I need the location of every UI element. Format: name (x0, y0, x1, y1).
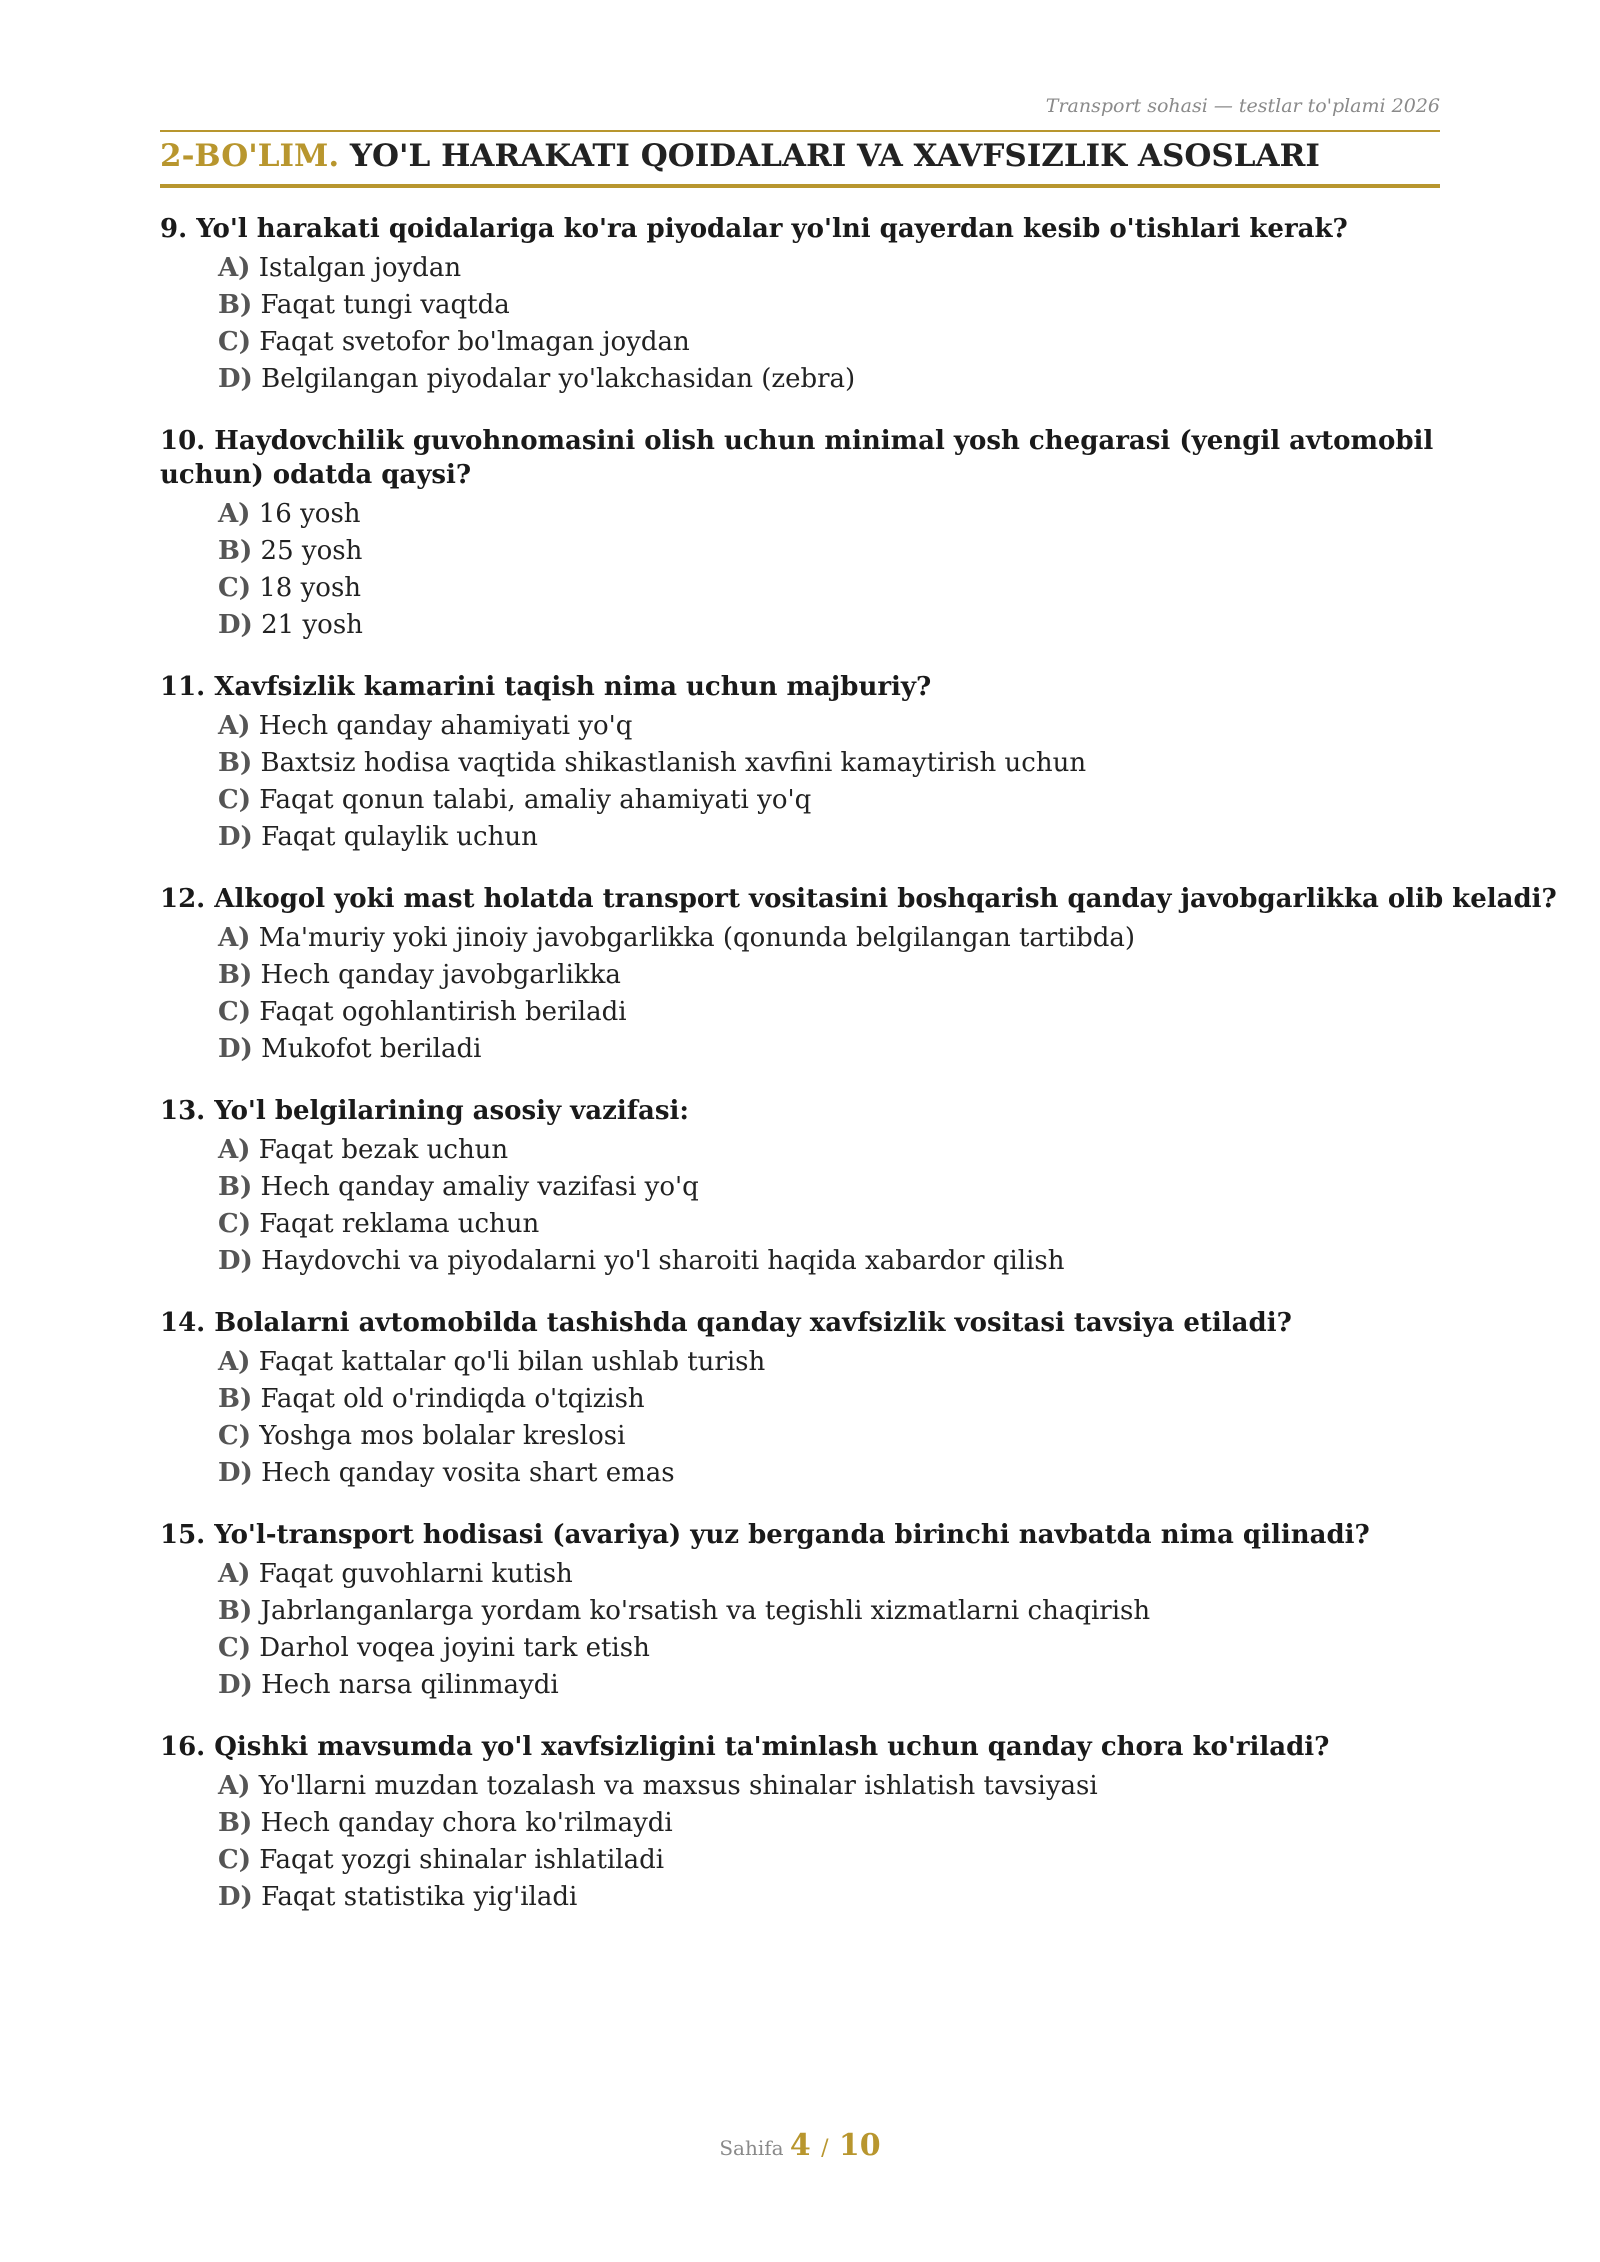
question-item (160, 882, 1557, 1068)
option-text: Faqat svetofor bo'lmagan joydan (259, 327, 690, 357)
answer-option (218, 607, 1440, 644)
option-letter: D) (218, 1246, 253, 1276)
option-letter: D) (218, 610, 253, 640)
option-letter: D) (218, 364, 253, 394)
question-item (160, 1306, 1440, 1492)
answer-option (218, 1031, 1440, 1068)
question-item (160, 1730, 1440, 1916)
answer-option (218, 1879, 1440, 1916)
option-text: Faqat yozgi shinalar ishlatiladi (259, 1845, 665, 1875)
option-text: Faqat guvohlarni kutish (258, 1559, 573, 1589)
answer-option (218, 920, 1440, 957)
answer-option (218, 1842, 1440, 1879)
answer-option (218, 1243, 1440, 1280)
option-letter: B) (218, 748, 253, 778)
header-rule (160, 130, 1440, 132)
question-text: 10. Haydovchilik guvohnomasini olish uchun minimal yosh chegarasi (yengil avtomobil uchun) odatda qaysi? (160, 426, 1434, 490)
option-text: Belgilangan piyodalar yo'lakchasidan (zebra) (261, 364, 856, 394)
option-letter: B) (218, 1596, 253, 1626)
question-list (160, 212, 1557, 1942)
total-page-number: 10 (838, 2128, 881, 2163)
option-text: 16 yosh (258, 499, 361, 529)
option-text: Hech qanday amaliy vazifasi yo'q (260, 1172, 699, 1202)
question-item (160, 212, 1440, 398)
running-header: Transport sohasi — testlar to'plami 2026 (1045, 95, 1440, 117)
question-text: 13. Yo'l belgilarining asosiy vazifasi: (160, 1096, 689, 1126)
answer-option (218, 1381, 1440, 1418)
option-letter: B) (218, 960, 253, 990)
answer-option (218, 1132, 1440, 1169)
section-number: 2-BO'LIM. (160, 138, 340, 174)
question-text: 16. Qishki mavsumda yo'l xavfsizligini ta'minlash uchun qanday chora ko'riladi? (160, 1732, 1330, 1762)
option-letter: A) (218, 1559, 251, 1589)
section-title (160, 138, 1320, 174)
question-item (160, 424, 1440, 644)
question-text: 9. Yo'l harakati qoidalariga ko'ra piyodalar yo'lni qayerdan kesib o'tishlari kerak? (160, 214, 1348, 244)
page-footer (0, 2128, 1600, 2163)
option-text: Mukofot beriladi (261, 1034, 482, 1064)
option-letter: B) (218, 1172, 253, 1202)
option-letter: B) (218, 1808, 253, 1838)
question-item (160, 1518, 1440, 1704)
page-label: Sahifa (719, 2136, 784, 2160)
answer-option (218, 1805, 1440, 1842)
answer-option (218, 708, 1440, 745)
option-text: Hech qanday vosita shart emas (261, 1458, 675, 1488)
option-text: Darhol voqea joyini tark etish (259, 1633, 650, 1663)
option-text: Hech qanday chora ko'rilmaydi (260, 1808, 673, 1838)
option-letter: C) (218, 1421, 251, 1451)
answer-option (218, 324, 1440, 361)
option-text: Faqat old o'rindiqda o'tqizish (260, 1384, 645, 1414)
option-text: Faqat tungi vaqtda (260, 290, 510, 320)
option-text: 21 yosh (261, 610, 363, 640)
option-letter: A) (218, 923, 251, 953)
option-letter: D) (218, 1458, 253, 1488)
answer-option (218, 1344, 1440, 1381)
option-text: 25 yosh (260, 536, 363, 566)
answer-option (218, 287, 1440, 324)
option-letter: A) (218, 1135, 251, 1165)
answer-option (218, 745, 1440, 782)
section-heading: YO'L HARAKATI QOIDALARI VA XAVFSIZLIK ASOSLARI (349, 138, 1320, 174)
answer-option (218, 533, 1440, 570)
option-text: Haydovchi va piyodalarni yo'l sharoiti haqida xabardor qilish (261, 1246, 1065, 1276)
answer-option (218, 1206, 1440, 1243)
question-text: 14. Bolalarni avtomobilda tashishda qanday xavfsizlik vositasi tavsiya etiladi? (160, 1308, 1292, 1338)
answer-option (218, 496, 1440, 533)
current-page-number: 4 (789, 2128, 811, 2163)
option-letter: C) (218, 785, 251, 815)
option-text: Faqat statistika yig'iladi (261, 1882, 578, 1912)
option-text: Yo'llarni muzdan tozalash va maxsus shinalar ishlatish tavsiyasi (258, 1771, 1098, 1801)
answer-option (218, 1667, 1440, 1704)
option-letter: A) (218, 253, 251, 283)
option-letter: A) (218, 1771, 251, 1801)
option-text: 18 yosh (259, 573, 362, 603)
question-item (160, 1094, 1440, 1280)
answer-option (218, 1169, 1440, 1206)
option-letter: D) (218, 1882, 253, 1912)
option-text: Faqat ogohlantirish beriladi (259, 997, 627, 1027)
option-text: Yoshga mos bolalar kreslosi (259, 1421, 626, 1451)
answer-option (218, 1593, 1440, 1630)
answer-option (218, 250, 1440, 287)
option-text: Ma'muriy yoki jinoiy javobgarlikka (qonunda belgilangan tartibda) (258, 923, 1136, 953)
option-text: Hech narsa qilinmaydi (261, 1670, 559, 1700)
option-letter: D) (218, 1670, 253, 1700)
option-text: Istalgan joydan (258, 253, 462, 283)
question-item (160, 670, 1440, 856)
answer-option (218, 957, 1440, 994)
option-letter: C) (218, 1209, 251, 1239)
option-letter: A) (218, 499, 251, 529)
option-letter: A) (218, 711, 251, 741)
question-text: 15. Yo'l-transport hodisasi (avariya) yuz berganda birinchi navbatda nima qilinadi? (160, 1520, 1370, 1550)
option-letter: B) (218, 290, 253, 320)
answer-option (218, 1630, 1440, 1667)
option-letter: C) (218, 997, 251, 1027)
answer-option (218, 1768, 1440, 1805)
option-text: Hech qanday javobgarlikka (260, 960, 621, 990)
answer-option (218, 1418, 1440, 1455)
answer-option (218, 994, 1440, 1031)
question-text: 11. Xavfsizlik kamarini taqish nima uchun majburiy? (160, 672, 932, 702)
option-letter: C) (218, 1633, 251, 1663)
option-text: Faqat kattalar qo'li bilan ushlab turish (258, 1347, 766, 1377)
answer-option (218, 1556, 1440, 1593)
option-text: Jabrlanganlarga yordam ko'rsatish va tegishli xizmatlarni chaqirish (260, 1596, 1151, 1626)
answer-option (218, 1455, 1440, 1492)
option-letter: A) (218, 1347, 251, 1377)
answer-option (218, 361, 1440, 398)
section-rule (160, 184, 1440, 188)
question-text: 12. Alkogol yoki mast holatda transport vositasini boshqarish qanday javobgarlikka olib keladi? (160, 884, 1557, 914)
option-text: Faqat qulaylik uchun (261, 822, 538, 852)
option-letter: C) (218, 327, 251, 357)
answer-option (218, 819, 1440, 856)
option-letter: C) (218, 1845, 251, 1875)
option-text: Faqat reklama uchun (259, 1209, 540, 1239)
answer-option (218, 570, 1440, 607)
answer-option (218, 782, 1440, 819)
option-text: Faqat qonun talabi, amaliy ahamiyati yo'q (259, 785, 812, 815)
option-text: Faqat bezak uchun (258, 1135, 509, 1165)
page-separator: / (821, 2136, 829, 2161)
option-text: Baxtsiz hodisa vaqtida shikastlanish xavfini kamaytirish uchun (260, 748, 1087, 778)
option-letter: D) (218, 822, 253, 852)
option-letter: B) (218, 536, 253, 566)
option-letter: C) (218, 573, 251, 603)
option-text: Hech qanday ahamiyati yo'q (258, 711, 633, 741)
option-letter: B) (218, 1384, 253, 1414)
option-letter: D) (218, 1034, 253, 1064)
